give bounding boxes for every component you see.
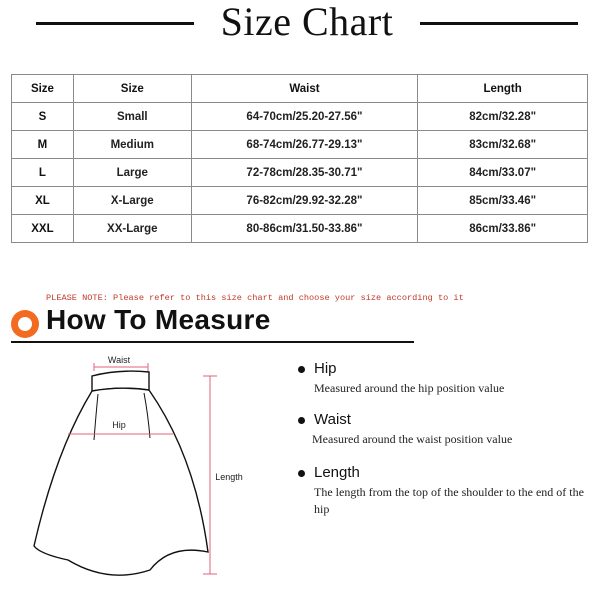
section-title-how-to-measure: How To Measure — [46, 304, 271, 335]
cell-size-name: XX-Large — [73, 215, 191, 243]
definition-text: Measured around the hip position value — [314, 381, 505, 395]
cell-length: 83cm/32.68" — [418, 131, 588, 159]
hip-label: Hip — [112, 420, 126, 430]
title-divider-left — [36, 22, 194, 25]
column-header-size-code: Size — [12, 75, 74, 103]
cell-size-code: L — [12, 159, 74, 187]
table-row — [12, 103, 588, 131]
skirt-outline — [34, 388, 208, 575]
cell-waist: 72-78cm/28.35-30.71" — [191, 159, 418, 187]
bullet-icon — [298, 470, 305, 477]
cell-length: 86cm/33.86" — [418, 215, 588, 243]
title-row — [0, 0, 600, 50]
column-header-waist: Waist — [191, 75, 418, 103]
page-title: Size Chart — [220, 0, 394, 44]
skirt-measurement-diagram — [20, 348, 260, 588]
cell-length: 82cm/32.28" — [418, 103, 588, 131]
definition-text: The length from the top of the shoulder to the end of the hip — [314, 485, 584, 516]
cell-waist: 68-74cm/26.77-29.13" — [191, 131, 418, 159]
cell-length: 84cm/33.07" — [418, 159, 588, 187]
cell-size-code: XXL — [12, 215, 74, 243]
column-header-length: Length — [418, 75, 588, 103]
definition-term: Hip — [314, 360, 337, 377]
cell-waist: 64-70cm/25.20-27.56" — [191, 103, 418, 131]
cell-size-code: XL — [12, 187, 74, 215]
size-table — [11, 74, 588, 243]
target-circle-icon — [11, 310, 39, 338]
cell-size-name: Large — [73, 159, 191, 187]
cell-size-name: X-Large — [73, 187, 191, 215]
cell-size-name: Small — [73, 103, 191, 131]
table-header-row — [12, 75, 588, 103]
table-row — [12, 215, 588, 243]
table-row — [12, 187, 588, 215]
section-divider — [11, 341, 414, 343]
bullet-icon — [298, 366, 305, 373]
cell-length: 85cm/33.46" — [418, 187, 588, 215]
bullet-icon — [298, 417, 305, 424]
table-row — [12, 159, 588, 187]
table-row — [12, 131, 588, 159]
definition-term: Waist — [314, 411, 351, 428]
cell-size-code: M — [12, 131, 74, 159]
definition-text: Measured around the waist position value — [312, 432, 513, 446]
cell-waist: 80-86cm/31.50-33.86" — [191, 215, 418, 243]
cell-waist: 76-82cm/29.92-32.28" — [191, 187, 418, 215]
definition-term: Length — [314, 464, 360, 481]
size-note: PLEASE NOTE: Please refer to this size chart and choose your size according to it — [46, 293, 464, 303]
title-divider-right — [420, 22, 578, 25]
length-label: Length — [215, 472, 243, 482]
cell-size-name: Medium — [73, 131, 191, 159]
column-header-size-name: Size — [73, 75, 191, 103]
cell-size-code: S — [12, 103, 74, 131]
waist-label: Waist — [107, 355, 131, 365]
